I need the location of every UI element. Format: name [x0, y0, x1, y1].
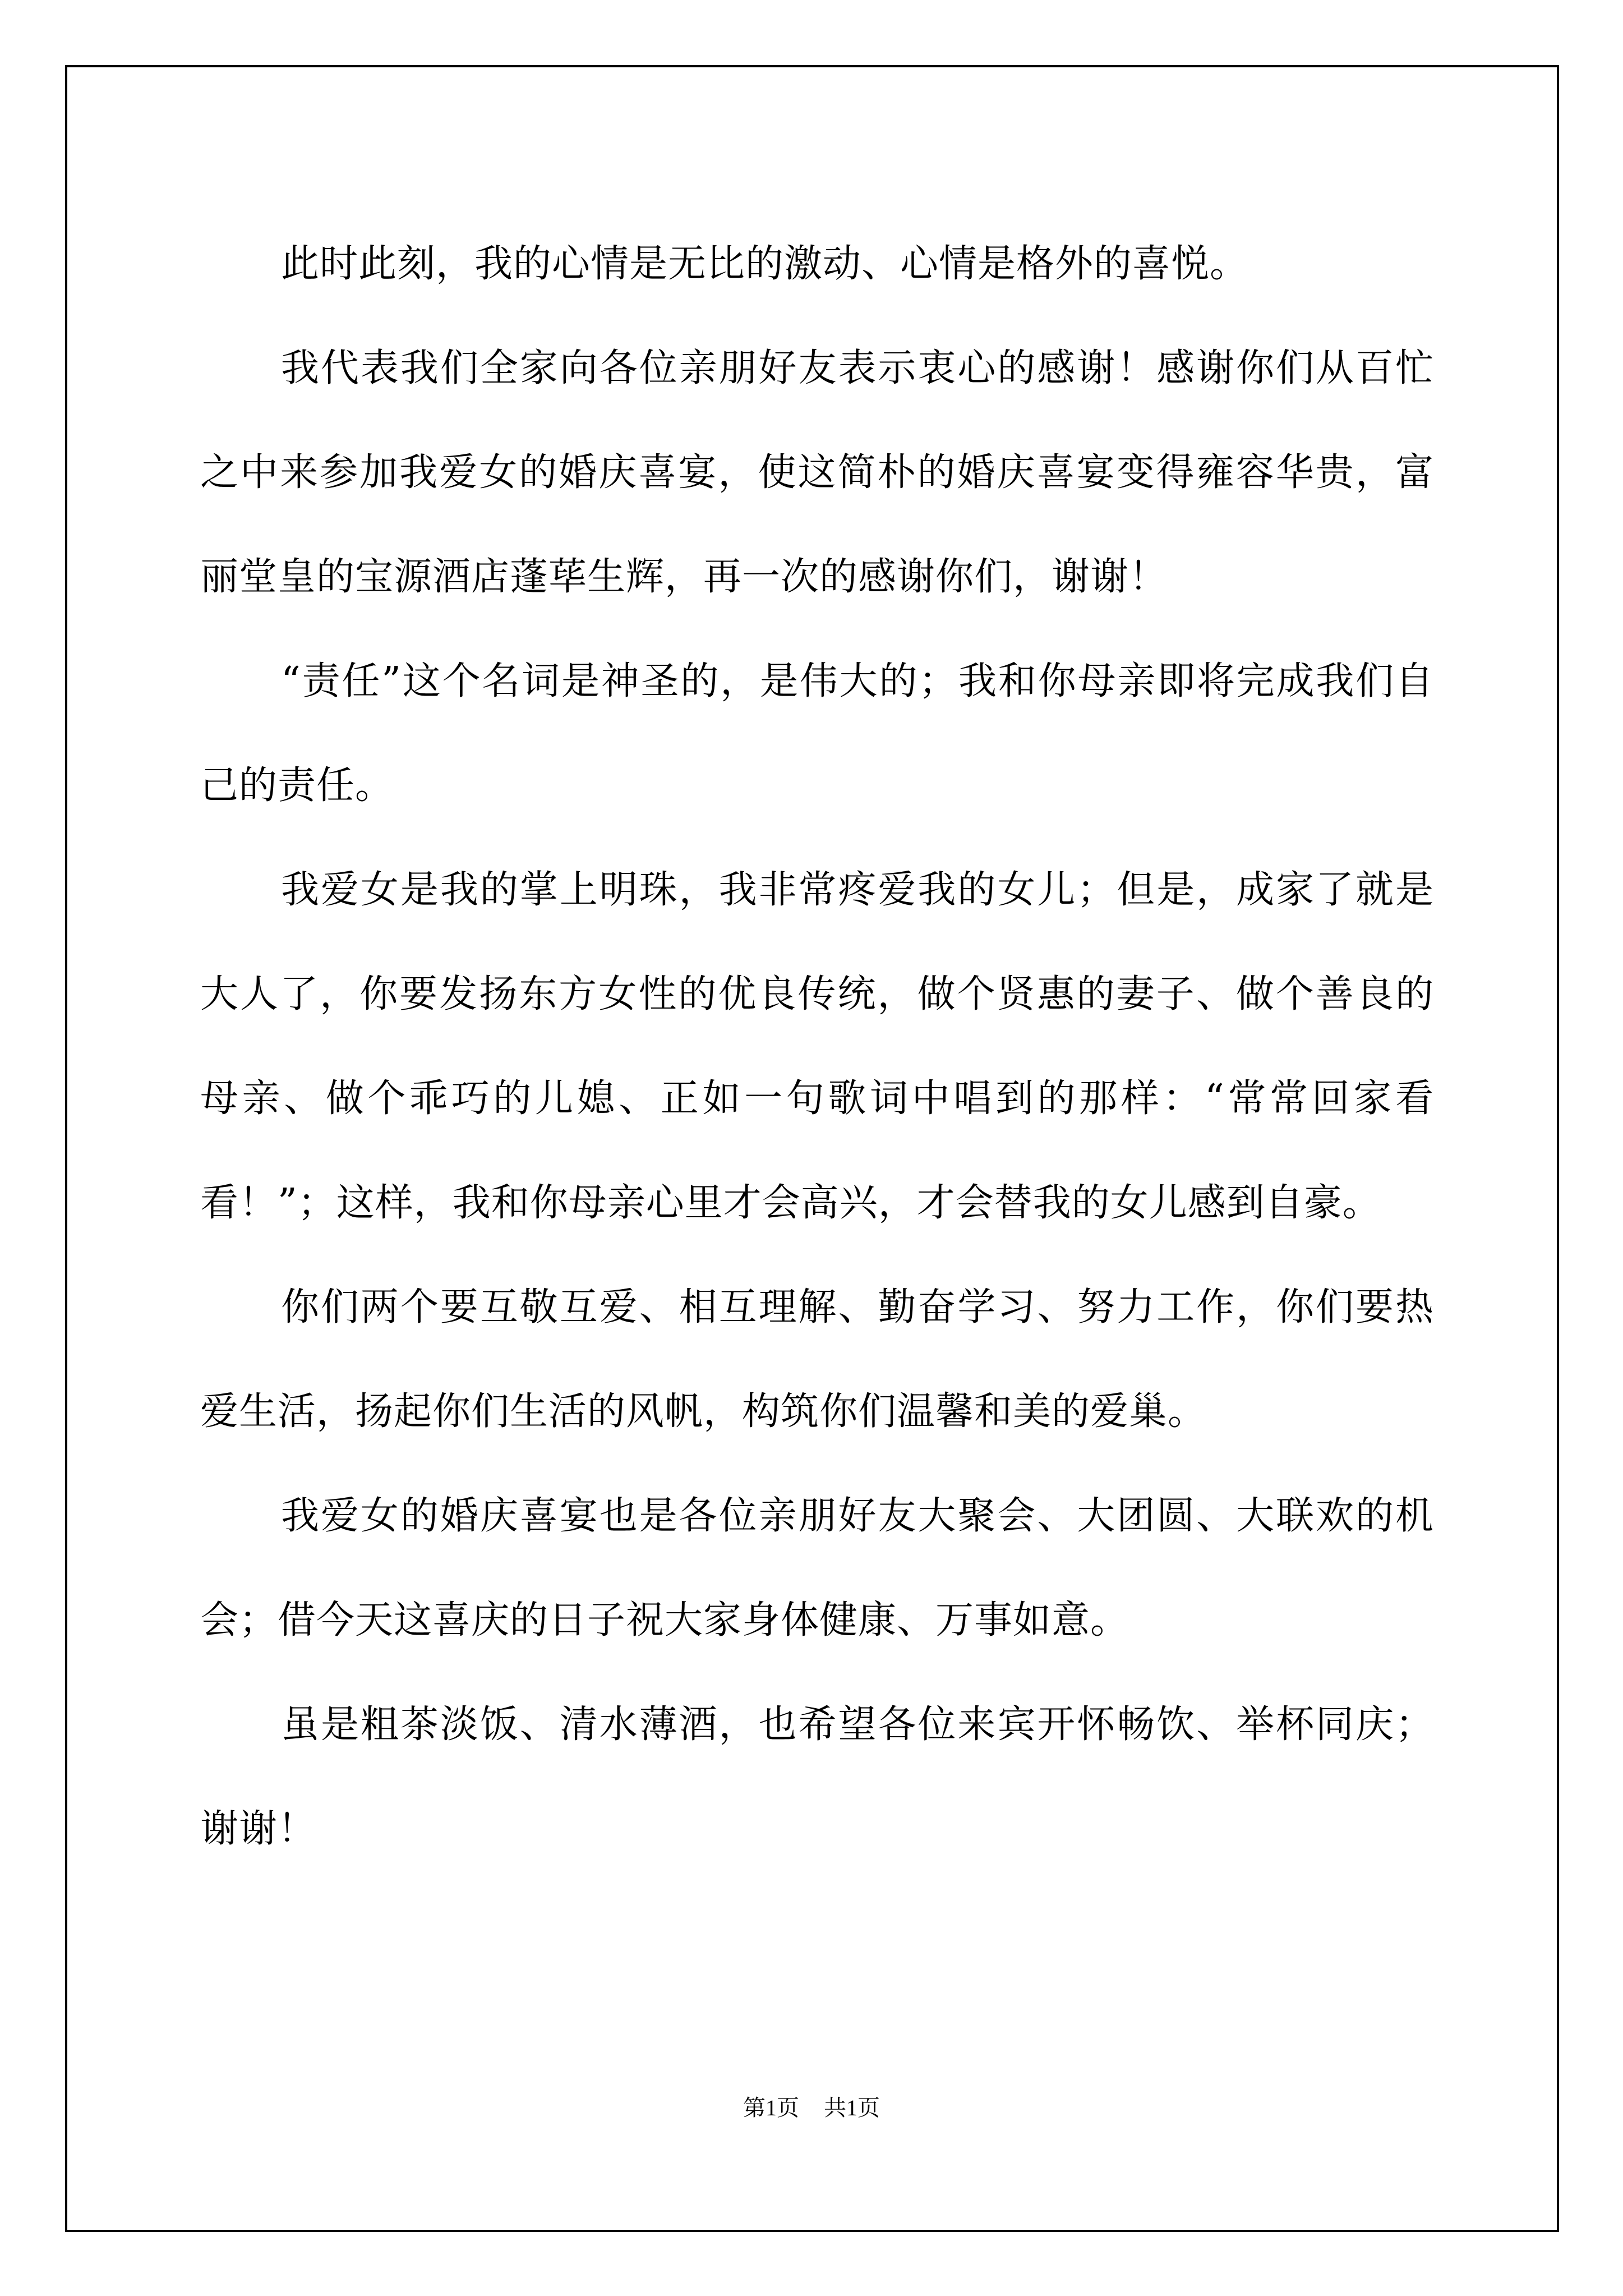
paragraph: “责任”这个名词是神圣的，是伟大的；我和你母亲即将完成我们自己的责任。 [200, 659, 1434, 808]
paragraph: 虽是粗茶淡饭、清水薄酒，也希望各位来宾开怀畅饮、举杯同庆；谢谢！ [200, 1703, 1434, 1851]
paragraph: 我爱女是我的掌上明珠，我非常疼爱我的女儿；但是，成家了就是大人了，你要发扬东方女性的优良传统，做个贤惠的妻子、做个善良的母亲、做个乖巧的儿媳、正如一句歌词中唱到的那样：“常常回家看看！”；这样，我和你母亲心里才会高兴，才会替我的女儿感到自豪。 [200, 868, 1434, 1225]
paragraph: 此时此刻，我的心情是无比的激动、心情是格外的喜悦。 [281, 242, 1249, 286]
page-footer [0, 2091, 1623, 2125]
paragraph: 我代表我们全家向各位亲朋好友表示衷心的感谢！感谢你们从百忙之中来参加我爱女的婚庆喜宴，使这简朴的婚庆喜宴变得雍容华贵，富丽堂皇的宝源酒店蓬荜生辉，再一次的感谢你们，谢谢！ [200, 346, 1434, 599]
paragraph: 我爱女的婚庆喜宴也是各位亲朋好友大聚会、大团圆、大联欢的机会；借今天这喜庆的日子祝大家身体健康、万事如意。 [200, 1494, 1434, 1642]
document-body [200, 212, 1434, 1881]
page-number-current: 第1页 [743, 2095, 799, 2120]
page-number-total: 共1页 [824, 2095, 880, 2120]
paragraph: 你们两个要互敬互爱、相互理解、勤奋学习、努力工作，你们要热爱生活，扬起你们生活的风帆，构筑你们温馨和美的爱巢。 [200, 1285, 1434, 1434]
